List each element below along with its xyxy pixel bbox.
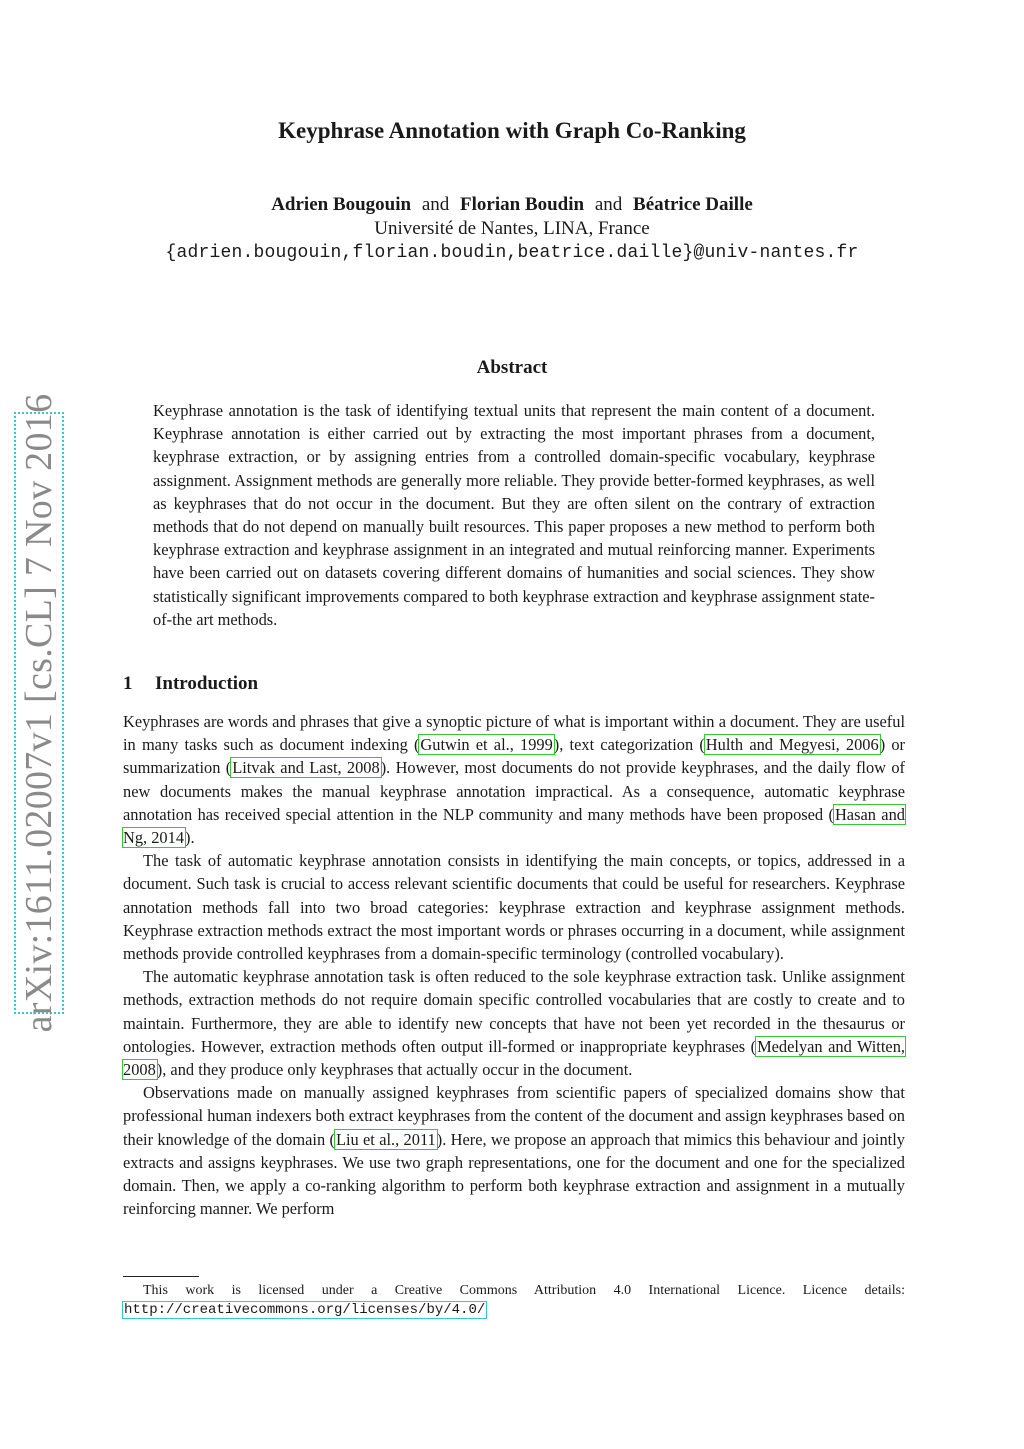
author-list: [0, 194, 1024, 216]
section-title: Introduction: [155, 673, 259, 694]
licence-link[interactable]: http://creativecommons.org/licenses/by/4.0/: [124, 1302, 486, 1318]
paragraph-text: Observations made on manually assigned keyphrases from scientific papers of specialized domains show that professional human indexers both extract keyphrases from the content of the document and assign keyphrases based on their knowledge of the domain (: [123, 1083, 905, 1149]
footnote-text: This work is licensed under a Creative Commons Attribution 4.0 International Licence. Licence details:: [143, 1283, 905, 1298]
author-separator: and: [421, 194, 450, 215]
citation-link[interactable]: Litvak and Last, 2008: [232, 758, 380, 778]
citation-link[interactable]: Hulth and Megyesi, 2006: [705, 735, 879, 755]
paragraph: The task of automatic keyphrase annotation consists in identifying the main concepts, or topics, addressed in a document. Such task is crucial to access relevant scientific documents that could be useful for researchers. Keyphrase annotation methods fall into two broad categories: keyphrase extraction and keyphrase assignment methods. Keyphrase extraction methods extract the most important words or phrases occurring in a document, while assignment methods provide controlled keyphrases from a domain-specific terminology (controlled vocabulary).: [123, 851, 905, 964]
citation-link[interactable]: Gutwin et al., 1999: [420, 735, 553, 755]
paragraph-text: ). Here, we propose an approach that mimics this behaviour and jointly extracts and assigns keyphrases. We use two graph representations, one for the document and one for the specialized domain. Then, we apply a co-ranking algorithm to perform both keyphrase extraction and assignment in a mutually reinforcing manner. We perform: [123, 1129, 905, 1219]
citation-link[interactable]: Hasan and Ng, 2014: [123, 804, 905, 848]
author-name: Béatrice Daille: [633, 194, 753, 215]
arxiv-identifier: arXiv:1611.02007v1 [cs.CL] 7 Nov 2016: [18, 393, 60, 1033]
abstract-text: Keyphrase annotation is the task of identifying textual units that represent the main content of a document. Keyphrase annotation is either carried out by extracting the most important phrases from a document, keyphrase extraction, or by assigning entries from a controlled domain-specific vocabulary, keyphrase assignment. Assignment methods are generally more reliable. They provide better-formed keyphrases, as well as keyphrases that do not occur in the document. But they are often silent on the contrary of extraction methods that do not depend on manually built resources. This paper proposes a new method to perform both keyphrase extraction and keyphrase assignment in an integrated and mutual reinforcing manner. Experiments have been carried out on datasets covering different domains of humanities and social sciences. They show statistically significant improvements compared to both keyphrase extraction and keyphrase assignment state-of-the art methods.: [153, 401, 875, 629]
abstract-heading: Abstract: [476, 357, 548, 378]
paragraph-text: ), and they produce only keyphrases that actually occur in the document.: [156, 1060, 633, 1080]
paragraph-text: The automatic keyphrase annotation task is often reduced to the sole keyphrase extraction task. Unlike assignment methods, extraction methods do not require domain specific controlled vocabularies that are costly to create and to maintain. Furthermore, they are able to identify new concepts that have not been yet recorded in the thesaurus or ontologies. However, extraction methods often output ill-formed or inappropriate keyphrases (: [123, 967, 905, 1056]
paragraph-text: ), text categorization (: [553, 735, 705, 755]
paragraph: [123, 710, 905, 849]
section-number: 1: [123, 673, 133, 694]
author-name: Adrien Bougouin: [271, 194, 412, 215]
arxiv-stamp: [14, 393, 64, 1033]
author-name: Florian Boudin: [460, 194, 585, 215]
paragraph-text: ) or summarization (: [123, 735, 906, 778]
section-heading: [123, 673, 258, 695]
paragraph-text: ).: [185, 828, 195, 848]
author-emails: {adrien.bougouin,florian.boudin,beatrice.daille}@univ-nantes.fr: [165, 243, 859, 263]
author-separator: and: [594, 194, 623, 215]
citation-link[interactable]: Medelyan and Witten, 2008: [123, 1036, 905, 1080]
footnote: [123, 1281, 905, 1320]
introduction-body: [123, 710, 905, 1220]
citation-link[interactable]: Liu et al., 2011: [335, 1129, 436, 1149]
paragraph: [123, 965, 905, 1081]
paragraph-text: Keyphrases are words and phrases that give a synoptic picture of what is important within a document. They are useful in many tasks such as document indexing (: [123, 712, 905, 755]
affiliation: Université de Nantes, LINA, France: [374, 218, 650, 239]
footnote-rule: [123, 1276, 199, 1277]
paragraph: [123, 1081, 905, 1220]
paragraph-text: ). However, most documents do not provide keyphrases, and the daily flow of new documents makes the manual keyphrase annotation impractical. As a consequence, automatic keyphrase annotation has received special attention in the NLP community and many methods have been proposed (: [123, 758, 905, 824]
paper-title: Keyphrase Annotation with Graph Co-Ranking: [278, 118, 746, 143]
